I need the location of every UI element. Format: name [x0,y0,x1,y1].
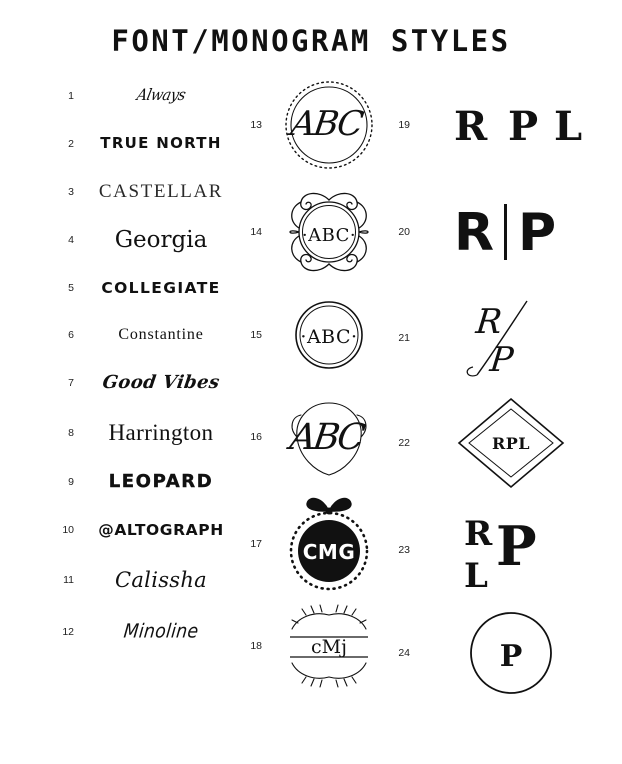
item-number: 16 [250,431,262,443]
item-number: 5 [68,282,74,294]
svg-text:R: R [473,302,504,342]
font-sample-altograph: @ALTOGRAPH [98,520,224,539]
list-item[interactable] [238,72,388,178]
list-item[interactable] [52,358,242,408]
monogram-styles-column [238,72,388,694]
svg-text:R: R [453,203,494,263]
item-number: 2 [68,138,74,150]
item-number: 10 [62,524,74,536]
font-sample-collegiate: COLLEGIATE [101,278,221,297]
list-item[interactable] [386,72,601,178]
list-item[interactable] [52,312,242,358]
monogram-plain-circle-serif[interactable] [270,295,388,375]
item-number: 24 [398,647,410,659]
item-number: 22 [398,437,410,449]
list-item[interactable] [386,178,601,286]
svg-text:P: P [487,340,515,380]
font-sample-constantine: Constantine [118,325,204,343]
list-item[interactable] [238,384,388,490]
font-styles-column [52,72,242,658]
svg-text:·ABC·: ·ABC· [300,326,358,348]
item-number: 12 [62,626,74,638]
item-number: 21 [398,332,410,344]
font-sample-georgia: Georgia [114,226,208,253]
list-item[interactable] [238,490,388,598]
list-item[interactable] [386,286,601,390]
item-number: 7 [68,377,74,389]
list-item[interactable] [386,496,601,604]
svg-text:R: R [453,103,487,150]
list-item[interactable] [52,120,242,168]
item-number: 20 [398,226,410,238]
initials-stacked-serif[interactable] [420,503,601,597]
monogram-scroll-frame-circle[interactable] [270,182,388,282]
font-sample-castellar: CASTELLAR [98,181,224,203]
monogram-open-script-vine[interactable] [270,389,388,485]
list-item[interactable] [238,598,388,694]
list-item[interactable] [238,286,388,384]
font-sample-minoline: Minoline [122,619,200,643]
list-item[interactable] [52,458,242,506]
item-number: 17 [250,538,262,550]
item-number: 18 [250,640,262,652]
monogram-dotted-circle-bow[interactable] [270,493,388,595]
svg-text:RPL: RPL [491,434,530,453]
item-number: 19 [398,119,410,131]
initials-serif-spaced[interactable] [420,90,601,160]
list-item[interactable] [52,168,242,216]
list-item[interactable] [52,72,242,120]
item-number: 14 [250,226,262,238]
list-item[interactable] [386,390,601,496]
svg-text:P: P [499,639,522,674]
item-number: 8 [68,427,74,439]
item-number: 1 [68,90,74,102]
initials-circle-outline[interactable] [420,608,601,698]
font-sample-true-north: TRUE NORTH [100,134,222,153]
initial-styles-column [386,72,601,702]
svg-text:cMj: cMj [311,636,347,658]
initials-script-slash[interactable] [420,295,601,381]
list-item[interactable] [52,216,242,264]
item-number: 13 [250,119,262,131]
font-sample-harrington: Harrington [108,419,214,445]
list-item[interactable] [52,264,242,312]
list-item[interactable] [52,408,242,458]
page-title: FONT/MONOGRAM STYLES [111,24,511,58]
list-item[interactable] [386,604,601,702]
font-sample-always: Always [135,85,188,105]
item-number: 9 [68,476,74,488]
list-item[interactable] [238,178,388,286]
list-item[interactable] [52,606,242,658]
item-number: 15 [250,329,262,341]
item-number: 23 [398,544,410,556]
list-item[interactable] [52,554,242,606]
initials-bold-bar[interactable] [420,192,601,272]
font-sample-calissha: Calissha [114,567,208,592]
svg-text:L: L [463,556,488,596]
item-number: 4 [68,234,74,246]
list-item[interactable] [52,506,242,554]
font-sample-leopard: LEOPARD [80,473,242,492]
svg-text:·ABC·: ·ABC· [301,225,357,246]
svg-text:R: R [463,514,492,554]
monogram-laurel-wreath[interactable] [270,607,388,685]
item-number: 11 [63,574,74,586]
font-sample-good-vibes: Good Vibes [101,371,222,393]
svg-text:ABC: ABC [288,104,365,144]
svg-text:P: P [507,103,538,150]
monogram-dotted-circle-script[interactable] [270,77,388,173]
svg-text:ABC: ABC [287,415,366,458]
item-number: 3 [68,186,74,198]
svg-text:P: P [495,514,537,578]
svg-text:CMG: CMG [302,540,356,564]
initials-diamond-frame[interactable] [420,395,601,491]
svg-text:L: L [553,103,582,150]
item-number: 6 [68,329,74,341]
svg-text:P: P [517,203,556,263]
